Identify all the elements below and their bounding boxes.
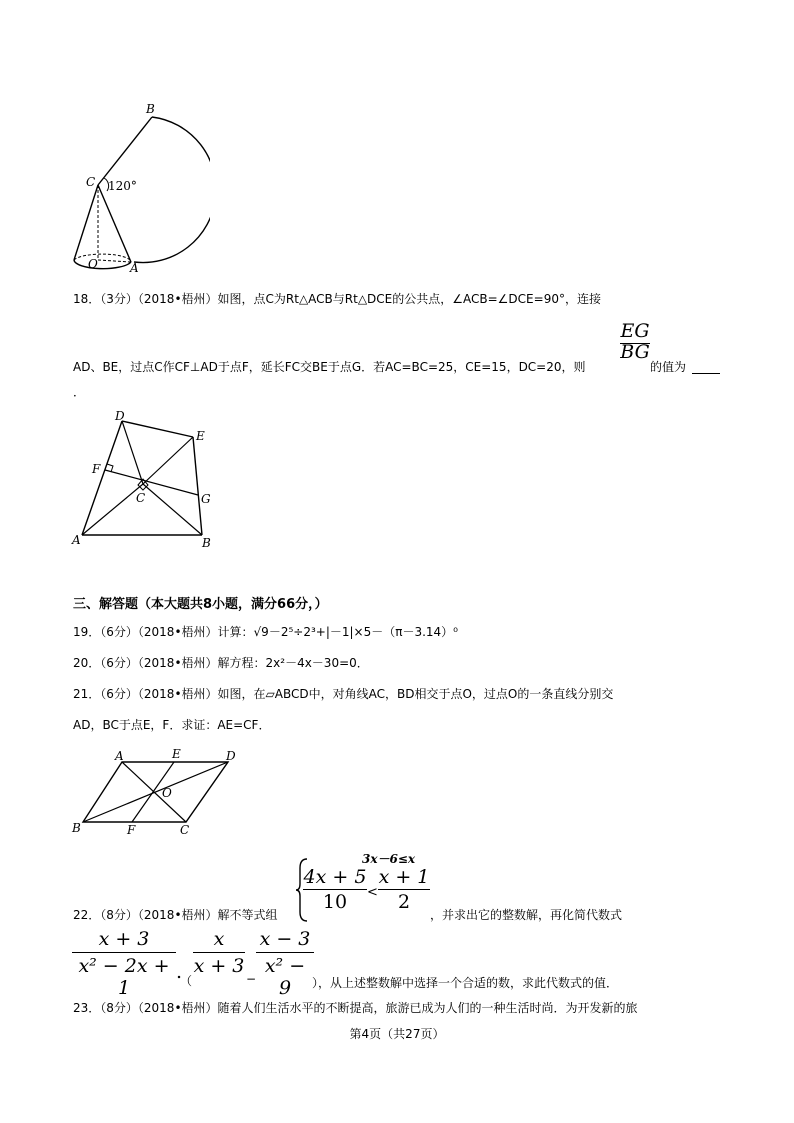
q22-minus: − — [246, 972, 257, 986]
label-C: C — [86, 175, 96, 189]
q22-expr2 — [193, 928, 245, 977]
cone-slant-left — [74, 185, 98, 260]
q22-frac1-bar — [303, 889, 367, 890]
q18-tail: 的值为 — [650, 360, 687, 374]
q22-expr2-num: x — [213, 928, 225, 950]
q18-line1: 18．（3分）（2018•梧州）如图，点C为Rt△ACB与Rt△DCE的公共点，∠ACB=∠DCE=90°，连接 — [73, 292, 601, 306]
label-E: E — [172, 747, 181, 761]
seg-CB — [143, 484, 202, 535]
q22-frac1-num: 4x + 5 — [303, 866, 367, 888]
q23: 23．（8分）（2018•梧州）随着人们生活水平的不断提高，旅游已成为人们的一种生活时尚．为开发新的旅 — [73, 1001, 638, 1015]
q22-expr3-den: x² − 9 — [264, 955, 306, 999]
q22-expr3 — [256, 928, 314, 999]
label-C: C — [136, 491, 146, 505]
q22-expr2-bar — [193, 952, 245, 953]
q22-dot: . — [176, 961, 183, 983]
label-B: B — [72, 821, 81, 835]
q19-prefix: 19．（6分）（2018•梧州）计算： — [73, 625, 254, 639]
q22-frac2-den: 2 — [397, 891, 411, 913]
q22-paren-open: （ — [180, 974, 193, 988]
label-F: F — [92, 462, 101, 476]
cone-base-back — [74, 254, 131, 262]
q18-fraction — [620, 320, 650, 363]
label-A: A — [130, 261, 139, 275]
q22-frac1 — [303, 866, 367, 913]
label-B: B — [146, 102, 155, 116]
q18-frac-num: EG — [620, 320, 650, 342]
q22-expr1-bar — [72, 952, 176, 953]
label-D: D — [226, 749, 236, 763]
q22-frac2-bar — [378, 889, 430, 890]
q22-expr3-bar — [256, 952, 314, 953]
q18-line2: AD、BE，过点C作CF⊥AD于点F，延长FC交BE于点G．若AC=BC=25，CE=15，DC=20，则 — [73, 360, 586, 374]
label-B: B — [202, 536, 211, 550]
q22-expr1-num: x + 3 — [98, 928, 150, 950]
parallelogram-figure — [68, 742, 248, 842]
page-footer: 第4页（共27页） — [349, 1027, 445, 1041]
section-3-heading: 三、解答题（本大题共8小题，满分66分，） — [73, 597, 328, 612]
q22-lt: < — [367, 885, 378, 900]
q22-prefix: 22．（8分）（2018•梧州）解不等式组 — [73, 908, 278, 922]
sector-edge-cb — [98, 117, 152, 185]
q22-ineq-top: 3x－6≤x — [362, 852, 416, 866]
label-A: A — [72, 533, 81, 547]
label-O: O — [162, 786, 172, 800]
q21-line1: 21．（6分）（2018•梧州）如图，在▱ABCD中，对角线AC，BD相交于点O，过点O的一条直线分别交 — [73, 687, 614, 701]
label-C: C — [180, 823, 190, 837]
q22-frac2 — [378, 866, 430, 913]
q19-root: √9 — [253, 625, 269, 639]
q22-frac2-num: x + 1 — [378, 866, 430, 888]
label-angle: 120° — [108, 179, 137, 193]
q19-rest: －2⁵÷2³+|－1|×5－（π－3.14）⁰ — [268, 625, 458, 639]
cone-base-front — [74, 260, 131, 269]
cone-slant-right — [98, 185, 131, 262]
quadrilateral-figure — [68, 405, 218, 550]
q22-frac1-den: 10 — [322, 891, 348, 913]
cone-radius — [98, 260, 131, 262]
label-F: F — [127, 823, 136, 837]
seg-CE — [143, 437, 193, 484]
q18-frac-den: BG — [620, 341, 650, 363]
sector-arc — [134, 117, 210, 263]
seg-DE — [122, 421, 193, 437]
q22-expr1 — [72, 928, 176, 999]
q22-tail: ），从上述整数解中选择一个合适的数，求此代数式的值． — [312, 976, 619, 990]
label-D: D — [115, 409, 125, 423]
q19 — [73, 624, 458, 640]
label-A: A — [115, 749, 124, 763]
q22-expr2-den: x + 3 — [193, 955, 245, 977]
q20: 20．（6分）（2018•梧州）解方程：2x²－4x－30=0． — [73, 656, 369, 670]
cone-sector-figure — [60, 98, 210, 278]
label-E: E — [196, 429, 205, 443]
q21-line2: AD，BC于点E，F．求证：AE=CF． — [73, 718, 271, 732]
q22-expr1-den: x² − 2x + 1 — [78, 955, 170, 999]
q18-period: ． — [73, 385, 86, 399]
q18-answer-blank — [692, 373, 720, 374]
q22-suffix: ，并求出它的整数解，再化简代数式 — [430, 908, 623, 922]
seg-BE — [193, 437, 202, 535]
q22-expr3-num: x − 3 — [259, 928, 311, 950]
seg-DC — [122, 421, 143, 484]
label-O: O — [88, 257, 98, 271]
label-G: G — [201, 492, 211, 506]
